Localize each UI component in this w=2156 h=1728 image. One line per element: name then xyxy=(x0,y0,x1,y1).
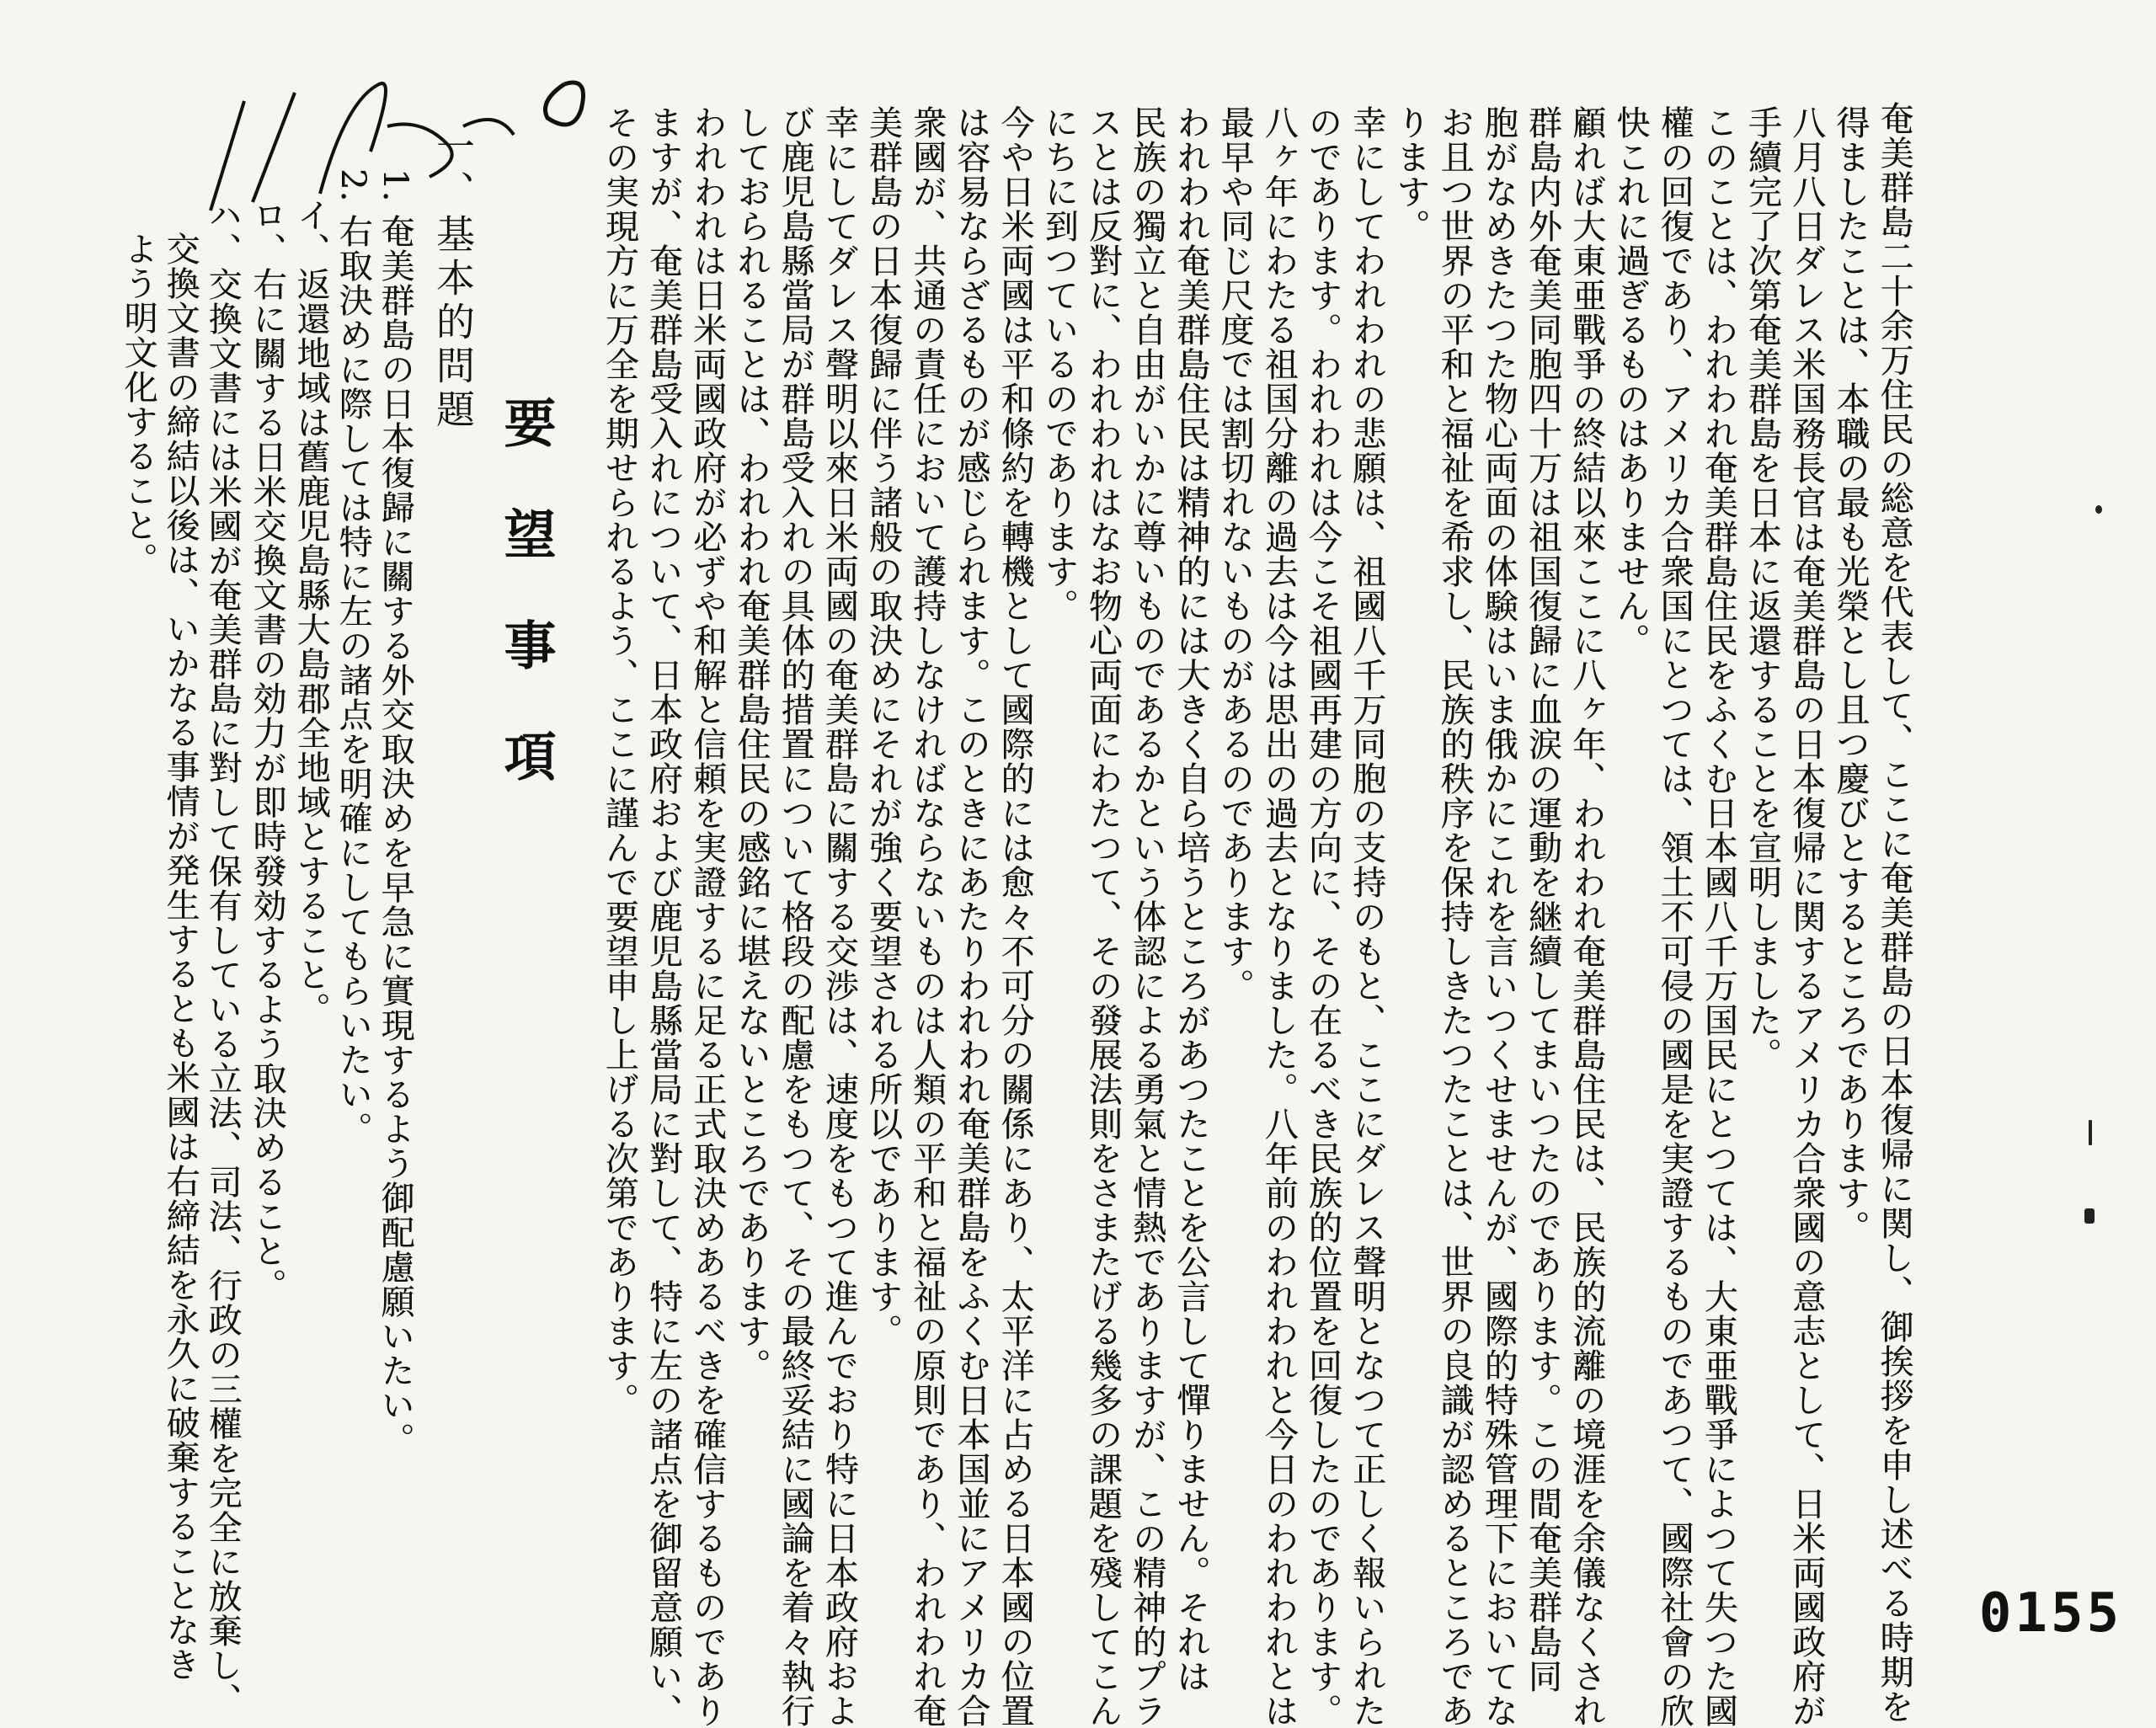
request-item: よう明文化すること。 xyxy=(119,232,157,577)
body-line: お且つ世界の平和と福祉を希求し、民族的秩序を保持しきたつたことは、世界の良識が認めるところであ xyxy=(1435,105,1474,1728)
section-heading: 一、基本的問題 xyxy=(430,126,476,433)
request-item: イ、返還地域は舊鹿児島縣大島郡全地域とすること。 xyxy=(291,198,330,1027)
body-line: 權の回復であり、アメリカ合衆国にとつては、領土不可侵の國是を実證するものであつて、國際社會の欣 xyxy=(1655,105,1694,1728)
body-line: スとは反對に、われわれはなお物心両面にわたつて、その發展法則をさまたげる幾多の課題を殘してこん xyxy=(1083,105,1123,1728)
body-line: ります。 xyxy=(1390,105,1430,243)
body-line: 八月八日ダレス米国務長官は奄美群島の日本復帰に関するアメリカ合衆國の意志として、日米両國政府が xyxy=(1786,105,1826,1728)
body-line: は容易ならざるものが感じられます。このときにあたりわれわれ奄美群島をふくむ日本国並にアメリカ合 xyxy=(951,105,990,1728)
body-line: 民族の獨立と自由がいかに尊いものであるかという体認による勇氣と情熱でありますが、この精神的プラ xyxy=(1127,105,1166,1728)
body-line: 顧れば大東亜戰爭の終結以來ここに八ヶ年、われわれ奄美群島住民は、民族的流離の境涯を余儀なくされ xyxy=(1566,105,1606,1728)
body-line: 快これに過ぎるものはありません。 xyxy=(1610,105,1650,658)
scan-speck xyxy=(2095,505,2102,514)
body-line: 衆國が、共通の責任において護持しなければならないものは人類の平和と福祉の原則であり、われわれ奄 xyxy=(907,105,947,1728)
body-line: 今や日米両國は平和條約を轉機として國際的には愈々不可分の關係にあり、太平洋に占める日本國の位置 xyxy=(995,105,1034,1728)
body-line: 奄美群島二十余万住民の総意を代表して、ここに奄美群島の日本復帰に関し、御挨拶を申し述べる時期を xyxy=(1875,101,1913,1724)
body-line: 得ましたことは、本職の最も光榮とし且つ慶びとするところであります。 xyxy=(1830,105,1870,1245)
body-line: 美群島の日本復歸に伴う諸般の取決めにそれが強く要望される所以であります。 xyxy=(863,105,903,1348)
request-item: 交換文書の締結以後は、いかなる事情が発生するとも米國は右締結を永久に破棄することなき xyxy=(161,232,200,1682)
scan-speck xyxy=(2089,1120,2092,1145)
body-line: 幸にしてわれわれの悲願は、祖國八千万同胞の支持のもと、ここにダレス聲明となつて正しく報いられた xyxy=(1347,105,1386,1728)
body-line: 幸にしてダレス聲明以來日米両國の奄美群島に關する交渉は、速度をもつて進んでおり特に日本政府およ xyxy=(819,105,859,1728)
body-line: 手續完了次第奄美群島を日本に返還することを宣明しました。 xyxy=(1742,105,1782,1072)
body-line: 胞がなめきたつた物心両面の体験はいま俄かにこれを言いつくせませんが、國際的特殊管理下においてな xyxy=(1479,105,1518,1728)
body-line: び鹿児島縣當局が群島受入れの具体的措置について格段の配慮をもつて、その最終妥結に國論を着々執行 xyxy=(776,105,814,1728)
request-item: ロ、右に關する日米交換文書の効力が即時發効するよう取決めること。 xyxy=(248,198,286,1303)
body-line: 群島内外奄美同胞四十万は祖国復歸に血涙の運動を継續してまいつたのであります。この間奄美群島同 xyxy=(1523,105,1562,1693)
body-line: その実現方に万全を期せられるよう、ここに謹んで要望申し上げる次第であります。 xyxy=(600,105,639,1417)
body-line: われわれは日米両國政府が必ずや和解と信頼を実證するに足る正式取決めあるべきを確信するものであり xyxy=(687,105,727,1728)
document-title: 要望事項 xyxy=(495,396,557,840)
body-line: ますが、奄美群島受入れについて、日本政府および鹿児島縣當局に對して、特に左の諸点を御留意願い、 xyxy=(643,105,683,1728)
page-number: 0155 xyxy=(1978,1582,2122,1645)
body-line: 最早や同じ尺度では割切れないものがあるのであります。 xyxy=(1215,105,1254,1003)
request-item: 1. 奄美群島の日本復歸に關する外交取決めを早急に實現するよう御配慮願いたい。 xyxy=(376,168,414,1457)
scan-speck xyxy=(2084,1208,2095,1224)
body-line: われわれ奄美群島住民は精神的には大きく自ら培うところがあつたことを公言して憚りません。それは xyxy=(1171,105,1210,1693)
body-line: のであります。われわれは今こそ祖國再建の方向に、その在るべき民族的位置を回復したのであります。 xyxy=(1303,105,1342,1728)
request-item: 2. 右取決めに際しては特に左の諸点を明確にしてもらいたい。 xyxy=(334,168,372,1146)
body-line: にちに到つているのであります。 xyxy=(1039,105,1079,623)
body-line: このことは、われわれ奄美群島住民をふくむ日本國八千万国民にとつては、大東亜戰爭によつて失つた國 xyxy=(1699,105,1738,1728)
request-item: ハ、交換文書には米國が奄美群島に對して保有している立法、司法、行政の三權を完全に放棄し、 xyxy=(203,198,242,1717)
body-line: 八ヶ年にわたる祖国分離の過去は今は思出の過去となりました。八年前のわれわれと今日のわれわれとは xyxy=(1259,105,1299,1728)
body-line: しておられることは、われわれ奄美群島住民の感銘に堪えないところであります。 xyxy=(731,105,771,1383)
